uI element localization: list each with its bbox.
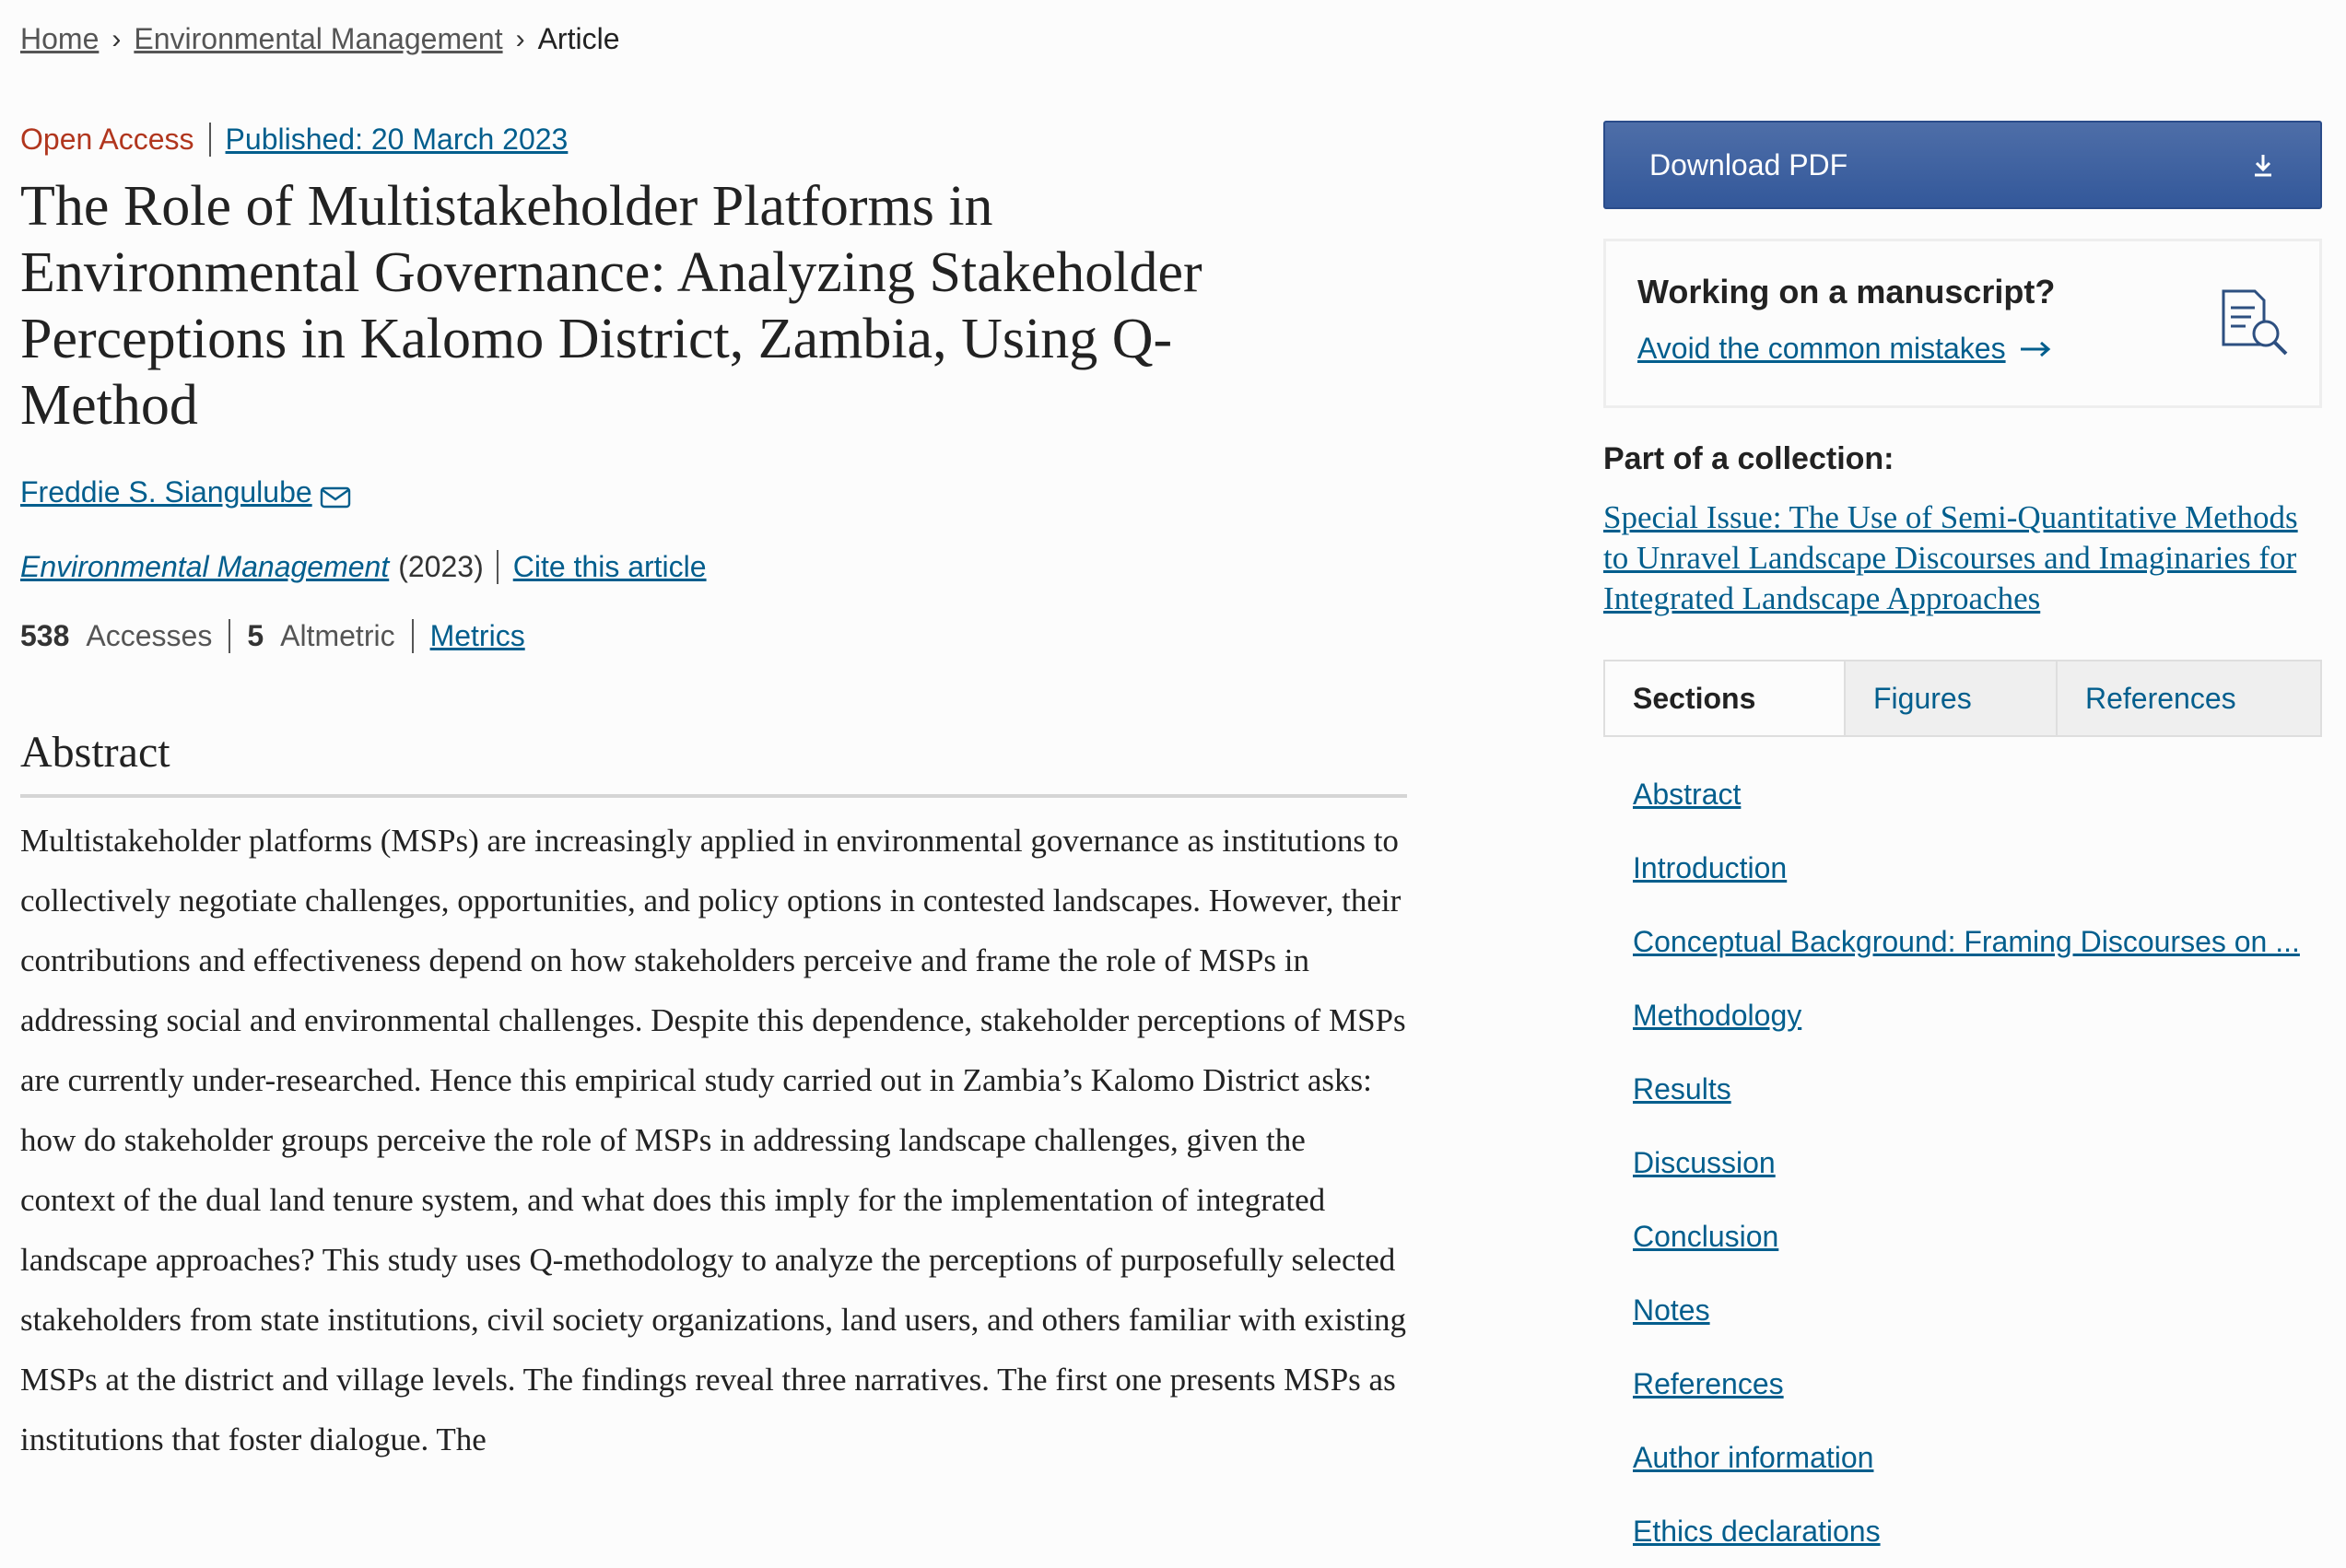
section-item <box>1633 1052 2322 1126</box>
accesses-label: Accesses <box>86 619 213 652</box>
cite-article-link[interactable]: Cite this article <box>512 550 707 583</box>
journal-line <box>20 550 1407 584</box>
tab-sections[interactable]: Sections <box>1605 661 1844 735</box>
section-item <box>1633 1494 2322 1568</box>
section-link-conclusion[interactable]: Conclusion <box>1633 1219 1779 1253</box>
mail-icon[interactable] <box>320 482 351 504</box>
section-item <box>1633 1273 2322 1347</box>
section-item <box>1633 1199 2322 1273</box>
section-item <box>1633 831 2322 905</box>
section-item <box>1633 978 2322 1052</box>
publication-year: (2023) <box>389 550 499 584</box>
accesses-count: 538 <box>20 619 70 652</box>
manuscript-promo <box>1603 239 2322 408</box>
breadcrumb-current: Article <box>537 22 620 55</box>
download-pdf-button[interactable] <box>1603 121 2322 209</box>
section-item <box>1633 1347 2322 1421</box>
document-search-icon <box>2218 287 2292 357</box>
avoid-mistakes-link[interactable]: Avoid the common mistakes <box>1637 332 2006 365</box>
section-link-abstract[interactable]: Abstract <box>1633 777 1742 811</box>
author-link[interactable]: Freddie S. Siangulube <box>20 475 312 509</box>
journal-link[interactable]: Environmental Management <box>20 550 390 583</box>
metrics-link[interactable]: Metrics <box>429 619 525 652</box>
arrow-right-icon[interactable] <box>2019 332 2052 366</box>
published-date-link[interactable]: Published: 20 March 2023 <box>225 122 569 156</box>
section-link-ethics-declarations[interactable]: Ethics declarations <box>1633 1514 1881 1548</box>
collection-link[interactable]: Special Issue: The Use of Semi-Quantitative Methods to Unravel Landscape Discourses and Imaginaries for Integrated Landscape Approaches <box>1603 499 2298 616</box>
altmetric-group <box>230 619 413 653</box>
sidebar-tabs <box>1603 660 2322 737</box>
tab-figures[interactable]: Figures <box>1844 661 2056 735</box>
section-link-notes[interactable]: Notes <box>1633 1293 1710 1327</box>
breadcrumb-separator: › <box>111 23 122 54</box>
download-pdf-label: Download PDF <box>1649 147 1848 181</box>
section-link-discussion[interactable]: Discussion <box>1633 1145 1776 1179</box>
breadcrumb-home-link[interactable]: Home <box>20 22 100 55</box>
abstract-text: Multistakeholder platforms (MSPs) are increasingly applied in environmental governance as institutions to collectively negotiate challenges, opportunities, and policy options in contested landscapes. However, their contributions and effectiveness depend on how stakeholders perceive and frame the role of MSPs in addressing social and environmental challenges. Despite this dependence, stakeholder perceptions of MSPs are currently under-researched. Hence this empirical study carried out in Zambia’s Kalomo District asks: how do stakeholder groups perceive the role of MSPs in addressing landscape challenges, given the context of the dual land tenure system, and what does this imply for the implementation of integrated landscape approaches? This study uses Q-methodology to analyze the perceptions of purposefully selected stakeholders from state institutions, civil society organizations, land users, and others familiar with existing MSPs at the district and village levels. The findings reveal three narratives. The first one presents MSPs as institutions that foster dialogue. The <box>20 823 1407 1457</box>
section-item <box>1633 905 2322 978</box>
abstract-heading: Abstract <box>20 727 1407 798</box>
section-link-methodology[interactable]: Methodology <box>1633 998 1802 1032</box>
manuscript-link-row <box>1637 332 2288 366</box>
article-title: The Role of Multistakeholder Platforms in Environmental Governance: Analyzing Stakeholder Perceptions in Kalomo District, Zambia, Using Q-Method <box>20 175 1202 437</box>
breadcrumb-separator: › <box>515 23 525 54</box>
download-icon <box>2250 151 2276 179</box>
author-line <box>20 475 1407 509</box>
section-link-conceptual-background[interactable]: Conceptual Background: Framing Discourses on ... <box>1633 924 2300 958</box>
tab-references[interactable]: References <box>2056 661 2320 735</box>
manuscript-title: Working on a manuscript? <box>1637 273 2056 310</box>
breadcrumb <box>20 22 619 56</box>
breadcrumb-category-link[interactable]: Environmental Management <box>134 22 503 55</box>
section-item <box>1633 1126 2322 1199</box>
altmetric-count: 5 <box>247 619 264 652</box>
sidebar <box>1603 121 2322 1568</box>
section-item <box>1633 1421 2322 1494</box>
section-link-references[interactable]: References <box>1633 1366 1784 1400</box>
collection-heading: Part of a collection: <box>1603 441 1894 476</box>
open-access-badge: Open Access <box>20 123 211 157</box>
section-link-results[interactable]: Results <box>1633 1071 1731 1106</box>
altmetric-label: Altmetric <box>280 619 395 652</box>
metrics-line <box>20 619 1407 653</box>
section-list <box>1603 757 2322 1568</box>
section-link-author-information[interactable]: Author information <box>1633 1440 1874 1474</box>
section-link-introduction[interactable]: Introduction <box>1633 850 1788 884</box>
section-item <box>1633 757 2322 831</box>
accesses-group <box>20 619 230 653</box>
article-main <box>20 118 1407 1502</box>
article-meta <box>20 118 1407 160</box>
